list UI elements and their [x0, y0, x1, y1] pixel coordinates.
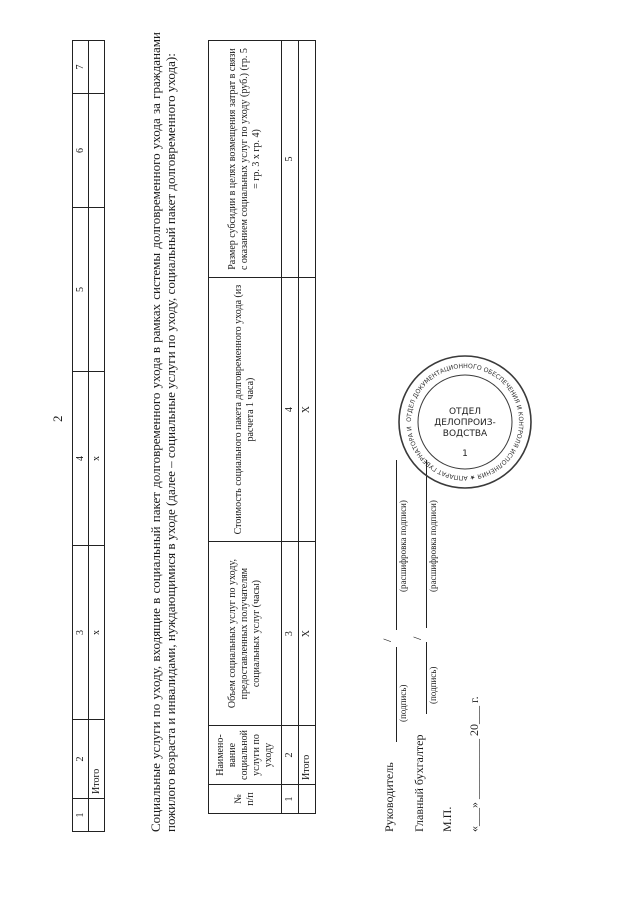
total-label: Итого: [299, 726, 316, 785]
number-cell: 4: [282, 278, 299, 542]
table-row: [282, 41, 299, 814]
number-cell: 3: [282, 542, 299, 726]
description-paragraph: Социальные услуги по уходу, входящие в социальный пакет долговременного ухода в рамках системы долговременного ухода за гражданами пожилого возраста и инвалидами, нуждающимися в уходе (далее – социальные услуги по уходу, социальный пакет долговременного ухода):: [148, 32, 178, 832]
stamp-line: ДЕЛОПРОИЗ-: [434, 418, 496, 428]
header-cell: № п/п: [209, 785, 282, 814]
header-cell: 5: [73, 208, 89, 372]
stamp-ring-text: ОТДЕЛ ДОКУМЕНТАЦИОННОГО ОБЕСПЕЧЕНИЯ И КОНТРОЛЯ ИСПОЛНЕНИЯ ★ АППАРАТ ГУБЕРНАТОРА И: [405, 362, 525, 482]
date-line: «___» __________ 20___ г.: [467, 696, 481, 832]
stamp-line: ОТДЕЛ: [448, 407, 482, 417]
total-col4: Х: [299, 278, 316, 542]
number-cell: 1: [282, 785, 299, 814]
empty-cell: [89, 41, 105, 94]
empty-cell: [89, 94, 105, 208]
total-label: Итого: [89, 720, 105, 799]
slash: /: [380, 638, 394, 642]
name-caption: (расшифровка подписи): [398, 500, 408, 592]
table-row: [89, 41, 105, 832]
header-cell: 3: [73, 546, 89, 720]
number-cell: 5: [282, 41, 299, 278]
rotated-content: [20, 12, 620, 892]
empty-cell: [299, 41, 316, 278]
accountant-label: Главный бухгалтер: [412, 734, 426, 832]
services-table: [208, 40, 316, 814]
table-row: [73, 41, 89, 832]
table-row: [299, 41, 316, 814]
total-col3: Х: [299, 542, 316, 726]
total-col3: х: [89, 546, 105, 720]
page-number: 2: [50, 415, 65, 422]
stamp-seal-icon: [395, 352, 535, 492]
name-caption: (расшифровка подписи): [428, 500, 438, 592]
header-cell: 4: [73, 372, 89, 546]
top-table: [72, 40, 105, 832]
empty-cell: [89, 208, 105, 372]
header-cell: 2: [73, 720, 89, 799]
header-cell: Стоимость социального пакета долговременного ухода (из расчета 1 часа): [209, 278, 282, 542]
signature-caption: (подпись): [428, 666, 438, 704]
empty-cell: [89, 799, 105, 832]
table-header-row: [209, 41, 282, 814]
header-cell: Объем социальных услуг по уходу, предоставленных получателям социальных услуг (часы): [209, 542, 282, 726]
director-label: Руководитель: [382, 762, 396, 832]
signature-caption: (подпись): [398, 684, 408, 722]
total-col4: х: [89, 372, 105, 546]
empty-cell: [299, 785, 316, 814]
number-cell: 2: [282, 726, 299, 785]
header-cell: Размер субсидии в целях возмещения затрат в связи с оказанием социальных услуг по уходу (руб.) (гр. 5 = гр. 3 х гр. 4): [209, 41, 282, 278]
header-cell: 6: [73, 94, 89, 208]
official-stamp: [395, 352, 535, 492]
stamp-number: 1: [462, 449, 468, 459]
signature-line: [426, 642, 427, 714]
signature-line: [396, 647, 397, 742]
header-cell: 1: [73, 799, 89, 832]
header-cell: Наимено-вание социальной услуги по уходу: [209, 726, 282, 785]
slash: /: [410, 636, 424, 640]
stamp-line: ВОДСТВА: [442, 429, 488, 439]
mp-label: М.П.: [440, 806, 454, 832]
header-cell: 7: [73, 41, 89, 94]
